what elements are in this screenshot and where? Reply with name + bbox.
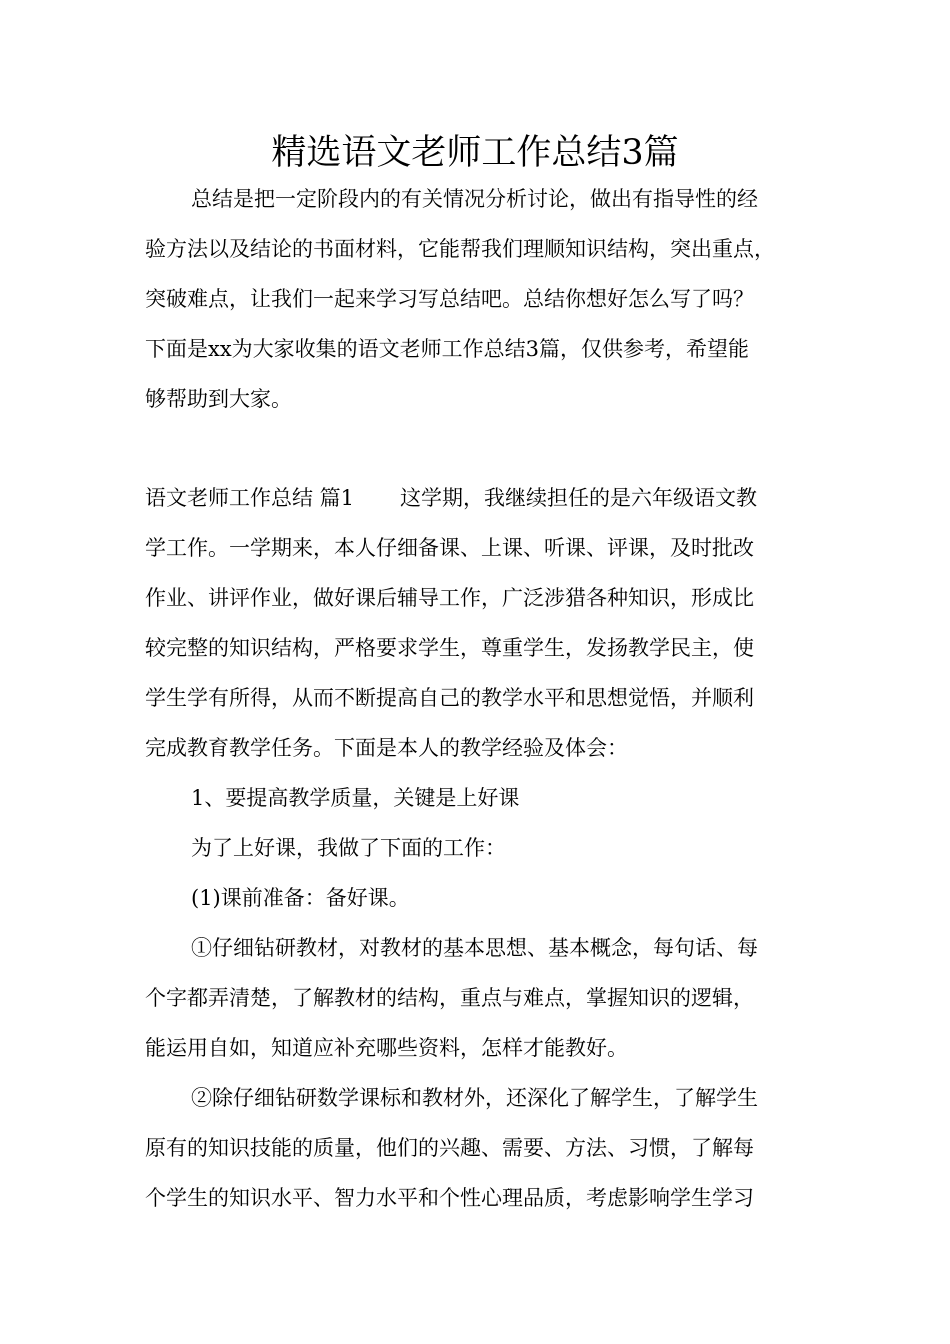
section-1-line: 学工作。一学期来，本人仔细备课、上课、听课、评课，及时批改	[145, 536, 754, 560]
section-1-line: 作业、讲评作业，做好课后辅导工作，广泛涉猎各种知识，形成比	[145, 586, 754, 610]
intro-line: 总结是把一定阶段内的有关情况分析讨论，做出有指导性的经	[191, 187, 758, 211]
item-2-line: ②除仔细钻研数学课标和教材外，还深化了解学生，了解学生	[191, 1086, 758, 1110]
section-1-heading: 语文老师工作总结 篇1	[145, 486, 355, 510]
item-1-line: ①仔细钻研教材，对教材的基本思想、基本概念，每句话、每	[191, 936, 758, 960]
section-1-first-text: 这学期，我继续担任的是六年级语文教	[400, 486, 758, 510]
document-title: 精选语文老师工作总结3篇	[271, 133, 679, 173]
intro-line: 下面是xx为大家收集的语文老师工作总结3篇，仅供参考，希望能	[145, 337, 750, 361]
item-1-line: 个字都弄清楚，了解教材的结构，重点与难点，掌握知识的逻辑，	[145, 986, 754, 1010]
point-1-heading: 1、要提高教学质量，关键是上好课	[191, 786, 520, 810]
item-2-line: 原有的知识技能的质量，他们的兴趣、需要、方法、习惯，了解每	[145, 1136, 754, 1160]
point-1-intro: 为了上好课，我做了下面的工作：	[191, 836, 506, 860]
item-2-line: 个学生的知识水平、智力水平和个性心理品质，考虑影响学生学习	[145, 1186, 754, 1210]
intro-line: 突破难点，让我们一起来学习写总结吧。总结你想好怎么写了吗？	[145, 287, 754, 311]
sub-point-1: (1)课前准备：备好课。	[191, 886, 410, 910]
section-1	[145, 473, 815, 1223]
section-1-line: 较完整的知识结构，严格要求学生，尊重学生，发扬教学民主，使	[145, 636, 754, 660]
item-1-line: 能运用自如，知道应补充哪些资料，怎样才能教好。	[145, 1036, 628, 1060]
intro-line: 够帮助到大家。	[145, 387, 292, 411]
intro-line: 验方法以及结论的书面材料，它能帮我们理顺知识结构，突出重点，	[145, 237, 775, 261]
intro-paragraph	[145, 174, 815, 424]
section-1-line: 学生学有所得，从而不断提高自己的教学水平和思想觉悟，并顺利	[145, 686, 754, 710]
section-1-line: 完成教育教学任务。下面是本人的教学经验及体会：	[145, 736, 628, 760]
section-1-first-line	[145, 473, 815, 523]
